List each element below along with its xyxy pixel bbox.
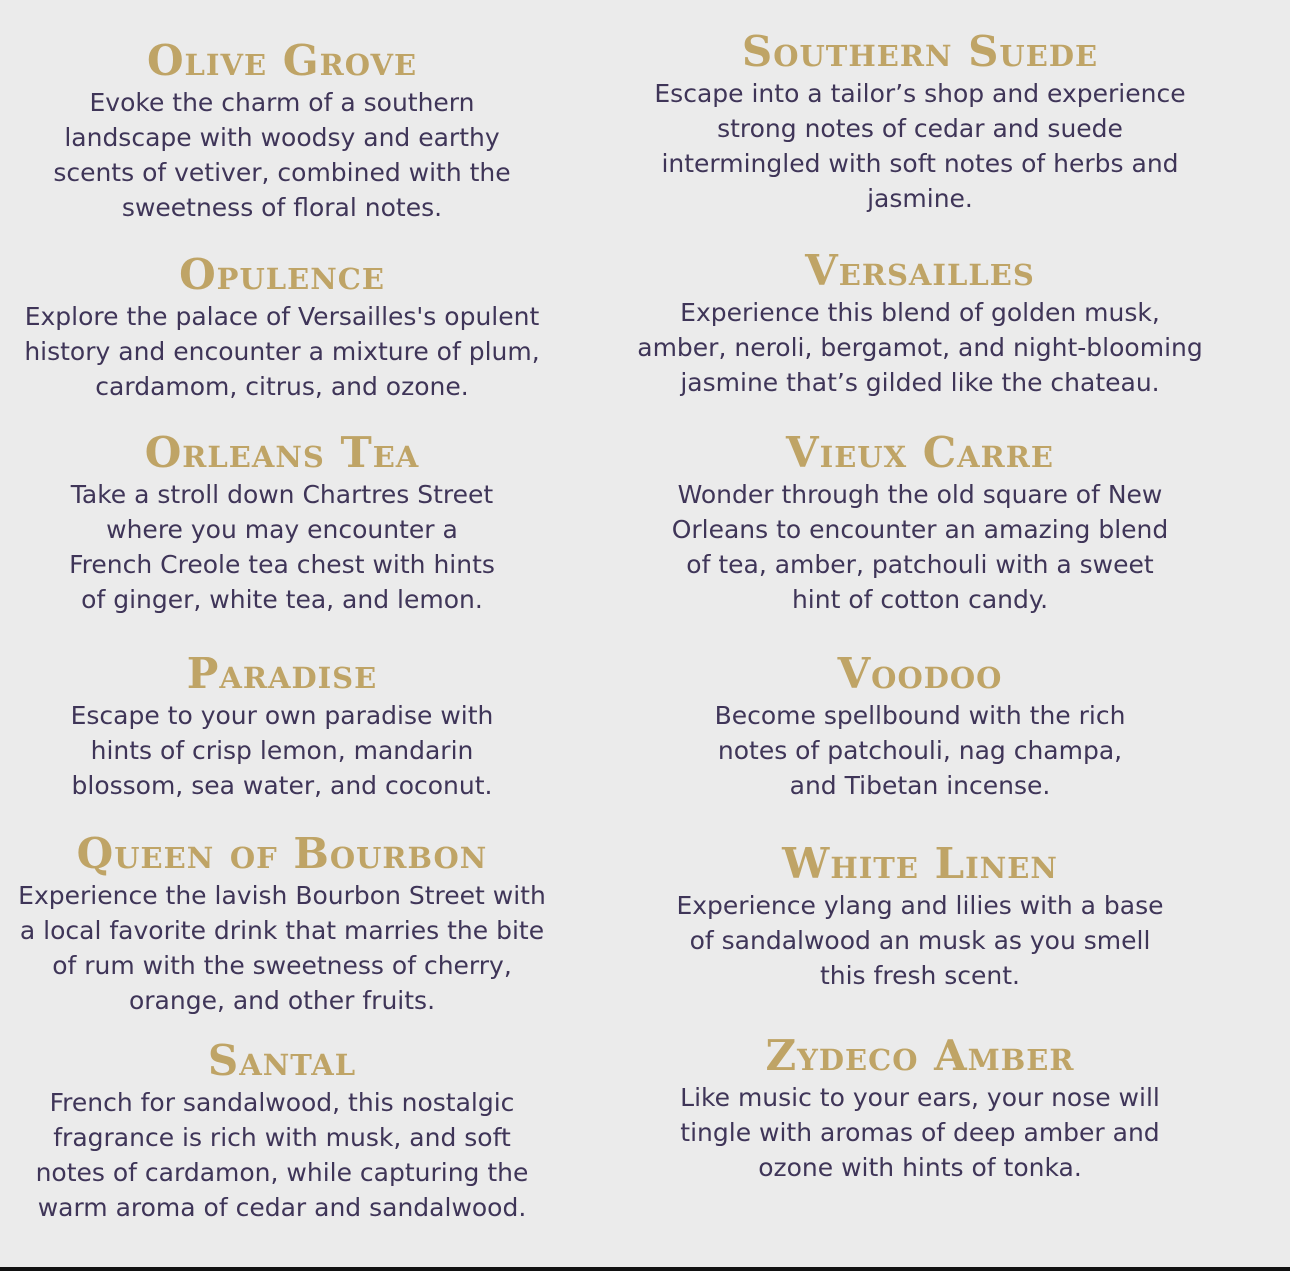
scent-zydeco-amber (630, 1031, 1210, 1185)
scent-santal (12, 1036, 552, 1225)
scent-opulence (12, 250, 552, 404)
bottom-divider (0, 1267, 1290, 1271)
scent-title: Versailles (805, 246, 1035, 295)
scent-description: Experience this blend of golden musk, amber, neroli, bergamot, and night-blooming jasmine that’s gilded like the chateau. (637, 298, 1203, 397)
scent-orleans-tea (12, 428, 552, 617)
scent-title: Opulence (179, 250, 385, 299)
scent-description: Escape into a tailor’s shop and experience strong notes of cedar and suede intermingled with soft notes of herbs and jasmine. (654, 79, 1186, 213)
scent-title: Voodoo (837, 649, 1003, 698)
scent-description: Escape to your own paradise with hints of crisp lemon, mandarin blossom, sea water, and coconut. (70, 701, 494, 800)
scent-title: Southern Suede (741, 27, 1099, 76)
scent-olive-grove (12, 36, 552, 225)
scent-paradise (12, 649, 552, 803)
scent-description: Experience the lavish Bourbon Street with a local favorite drink that marries the bite of rum with the sweetness of cherry, orange, and other fruits. (18, 881, 546, 1015)
scent-vieux-carre (630, 428, 1210, 617)
scent-voodoo (630, 649, 1210, 803)
scent-white-linen (630, 839, 1210, 993)
scent-title: Zydeco Amber (765, 1031, 1075, 1080)
scent-description: Evoke the charm of a southern landscape with woodsy and earthy scents of vetiver, combined with the sweetness of floral notes. (53, 88, 511, 222)
scent-title: Olive Grove (146, 36, 418, 85)
scent-description: Experience ylang and lilies with a base of sandalwood an musk as you smell this fresh scent. (676, 891, 1164, 990)
scent-title: Vieux Carre (786, 428, 1054, 477)
scent-description: Explore the palace of Versailles's opulent history and encounter a mixture of plum, cardamom, citrus, and ozone. (24, 302, 540, 401)
scent-title: Queen of Bourbon (76, 829, 488, 878)
scent-title: Paradise (186, 649, 378, 698)
scent-description: Take a stroll down Chartres Street where you may encounter a French Creole tea chest with hints of ginger, white tea, and lemon. (69, 480, 495, 614)
scent-versailles (630, 246, 1210, 400)
scent-description: Wonder through the old square of New Orleans to encounter an amazing blend of tea, amber, patchouli with a sweet hint of cotton candy. (671, 480, 1169, 614)
scent-southern-suede (630, 27, 1210, 216)
scent-title: Santal (207, 1036, 357, 1085)
scent-title: White Linen (782, 839, 1058, 888)
scent-description: Like music to your ears, your nose will tingle with aromas of deep amber and ozone with hints of tonka. (680, 1083, 1160, 1182)
scent-description: Become spellbound with the rich notes of patchouli, nag champa, and Tibetan incense. (714, 701, 1126, 800)
scent-description: French for sandalwood, this nostalgic fragrance is rich with musk, and soft notes of cardamon, while capturing the warm aroma of cedar and sandalwood. (35, 1088, 529, 1222)
scent-queen-of-bourbon (12, 829, 552, 1018)
scent-title: Orleans Tea (144, 428, 420, 477)
